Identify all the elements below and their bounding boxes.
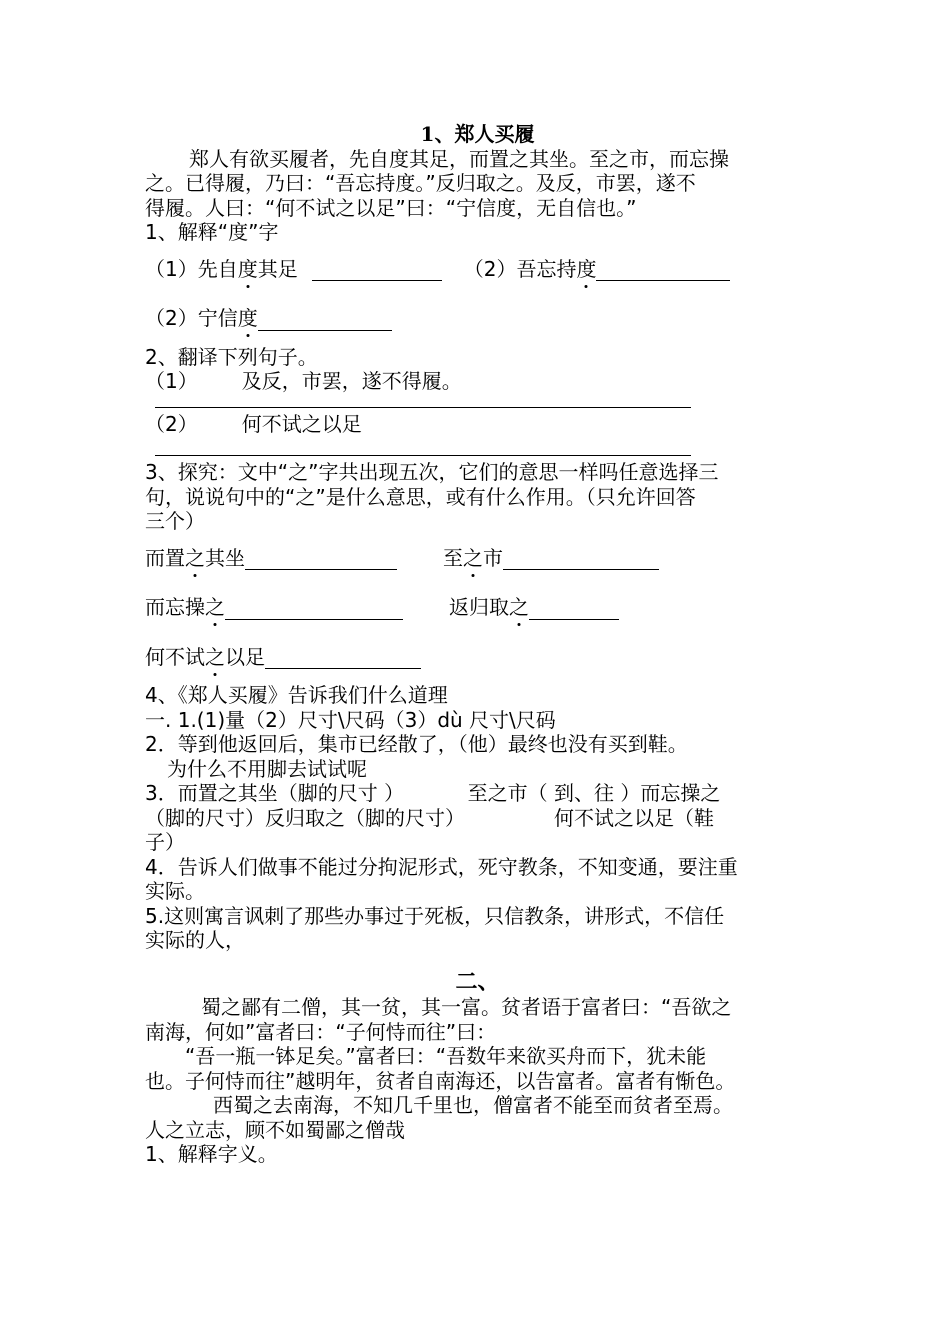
dotted-character: 之 [185,545,205,570]
question-1-row-2 [145,306,810,331]
question-2-heading: 2、翻译下列句子。 [145,344,318,369]
answer-line: 为什么不用脚去试试呢 [167,756,367,781]
answer-line: （脚的尺寸）反归取之（脚的尺寸） 何不试之以足（鞋 [145,805,715,830]
q1-item-b: （2）吾忘持度 [463,256,597,281]
dotted-character: 之 [463,545,483,570]
document-content [145,122,810,1167]
dotted-character: 之 [509,595,529,619]
question-2-sentence-2: （2） 何不试之以足 [145,411,362,436]
answer-line: 实际的人， [145,928,245,952]
answer-blank[interactable] [312,260,442,281]
answer-line: 3．而置之其坐（脚的尺寸 ） 至之市（ 到、往 ）而忘操之 [145,781,721,805]
q3-item-3: 而忘操之 [145,595,225,619]
passage-2-line: 蜀之鄙有二僧，其一贫，其一富。贫者语于富者曰：“吾欲之 [201,995,732,1019]
question-1-row-1 [145,257,810,282]
q3-item-4: 返归取之 [449,595,529,619]
passage-2-line: 人之立志，顾不如蜀鄙之僧哉 [145,1117,405,1142]
question-2-1-heading: 1、解释字义。 [145,1142,278,1166]
question-3-text: 三个） [145,509,205,533]
dotted-character: 之 [205,644,225,669]
answer-line: 一. 1.(1)量（2）尺寸\尺码（3）dù 尺寸\尺码 [145,707,556,732]
answer-line: 实际。 [145,879,205,903]
section-2-heading: 二、 [455,969,500,995]
answer-blank[interactable] [503,549,659,570]
dotted-character: 度 [237,256,258,281]
translation-answer-line[interactable] [155,454,691,456]
passage-2-line: “吾一瓶一钵足矣。”富者曰：“吾数年来欲买舟而下，犹未能 [185,1044,707,1068]
passage-2-line: 南海，何如”富者曰：“子何恃而往”曰： [145,1019,497,1044]
answer-line: 子） [145,830,185,854]
question-3-row-3 [145,645,810,670]
answer-blank[interactable] [265,648,421,669]
document-title: 1、郑人买履 [420,122,535,146]
answer-line: 5.这则寓言讽刺了那些办事过于死板，只信教条，讲形式，不信任 [145,903,725,928]
answer-blank[interactable] [258,310,392,331]
dotted-character: 度 [237,306,258,330]
q1-item-c: （2）宁信度 [145,306,258,330]
question-2-sentence-1: （1） 及反，市罢，遂不得履。 [145,369,462,393]
translation-answer-line[interactable] [155,406,691,408]
answer-blank[interactable] [529,599,619,620]
question-3-row-1 [145,546,810,571]
q3-item-5: 何不试之以足 [145,644,265,669]
question-3-row-2 [145,595,810,620]
passage-line: 之。已得履，乃曰：“吾忘持度。”反归取之。及反，市罢，遂不 [145,171,696,195]
answer-blank[interactable] [245,549,397,570]
dotted-character: 度 [576,256,597,281]
passage-2-line: 西蜀之去南海，不知几千里也，僧富者不能至而贫者至焉。 [213,1093,733,1117]
answer-line: 2．等到他返回后，集市已经散了，（他）最终也没有买到鞋。 [145,732,688,756]
answer-line: 4．告诉人们做事不能过分拘泥形式，死守教条，不知变通，要注重 [145,854,738,879]
answer-blank[interactable] [225,599,403,620]
passage-2-line: 也。子何恃而往”越明年，贫者自南海还，以告富者。富者有惭色。 [145,1068,736,1093]
passage-line: 郑人有欲买履者，先自度其足，而置之其坐。至之市，而忘操 [189,146,729,171]
passage-line: 得履。人曰：“何不试之以足”曰：“宁信度，无自信也。” [145,195,637,220]
question-3-text: 句，说说句中的“之”是什么意思，或有什么作用。（只允许回答 [145,484,696,509]
dotted-character: 之 [205,595,225,619]
question-1-heading: 1、解释“度”字 [145,220,279,244]
question-4-text: 4、《郑人买履》告诉我们什么道理 [145,683,448,707]
question-3-text: 3、探究：文中“之”字共出现五次，它们的意思一样吗任意选择三 [145,460,719,484]
q3-item-1: 而置之其坐 [145,545,245,570]
q1-item-a: （1）先自度其足 [145,256,298,281]
answer-blank[interactable] [596,260,730,281]
q3-item-2: 至之市 [443,545,503,570]
